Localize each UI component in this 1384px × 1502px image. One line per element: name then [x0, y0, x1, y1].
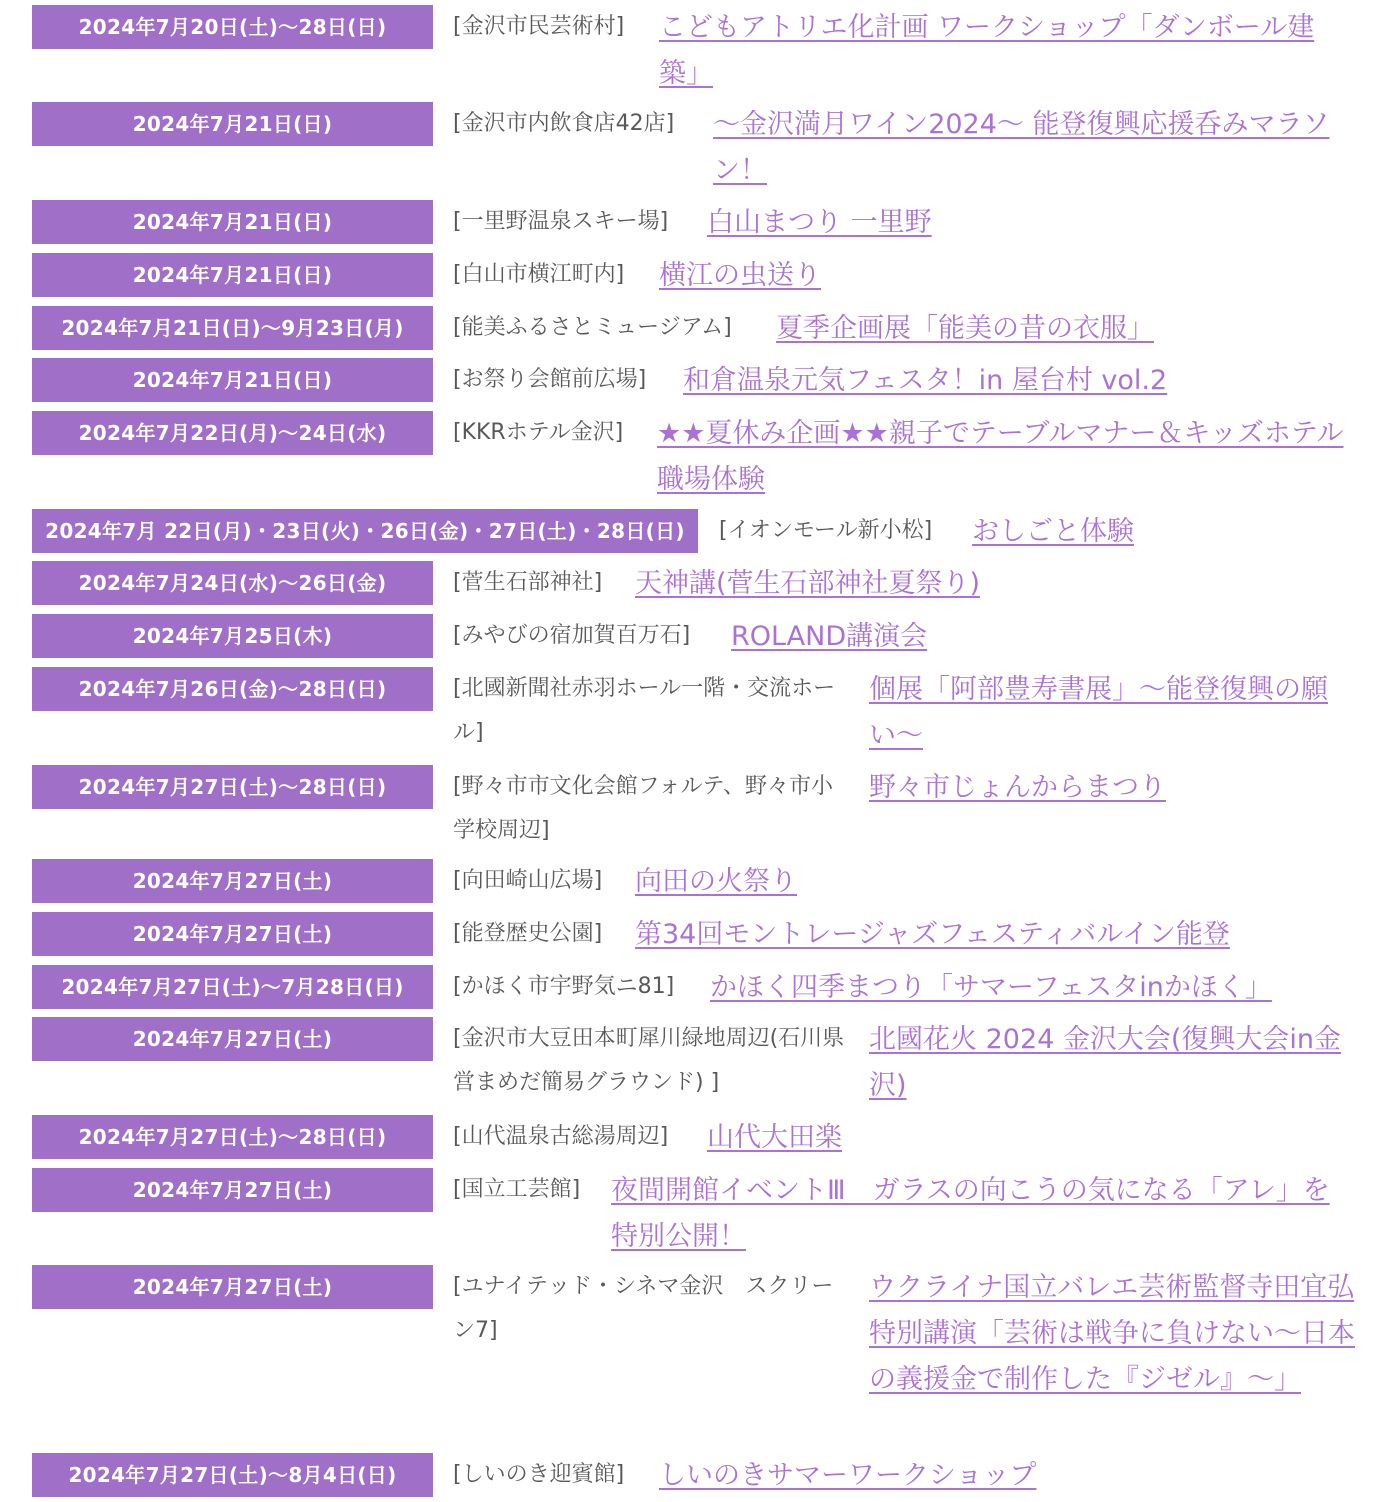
- date-badge: 2024年7月21日(日): [32, 102, 433, 146]
- date-badge: 2024年7月26日(金)〜28日(日): [32, 667, 433, 711]
- event-title-link[interactable]: 山代大田楽: [707, 1122, 842, 1153]
- event-title-link[interactable]: 野々市じょんからまつり: [869, 772, 1166, 803]
- event-title-link[interactable]: 北國花火 2024 金沢大会(復興大会in金沢): [869, 1024, 1342, 1101]
- venue-label: [金沢市内飲食店42店]: [453, 111, 675, 136]
- event-title-link[interactable]: 和倉温泉元気フェスタ！in 屋台村 vol.2: [683, 365, 1168, 396]
- date-badge: 2024年7月21日(日)〜9月23日(月): [32, 306, 433, 350]
- venue-label: [みやびの宿加賀百万石]: [453, 623, 691, 648]
- event-title-link[interactable]: 第34回モントレージャズフェスティバルイン能登: [635, 919, 1230, 950]
- date-badge: 2024年7月24日(水)〜26日(金): [32, 561, 433, 605]
- event-title-link[interactable]: 個展「阿部豊寿書展」〜能登復興の願い〜: [869, 674, 1328, 751]
- event-title-link[interactable]: おしごと体験: [972, 516, 1134, 547]
- date-badge: 2024年7月22日(月)〜24日(水): [32, 411, 433, 455]
- date-badge: 2024年7月27日(土): [32, 859, 433, 903]
- venue-label: [国立工芸館]: [453, 1177, 581, 1202]
- event-title-link[interactable]: 〜金沢満月ワイン2024〜 能登復興応援呑みマラソン！: [713, 109, 1330, 186]
- venue-label: [かほく市宇野気ニ81]: [453, 974, 675, 999]
- event-title-link[interactable]: 白山まつり 一里野: [707, 207, 932, 238]
- date-badge: 2024年7月27日(土): [32, 912, 433, 956]
- event-title-link[interactable]: ROLAND講演会: [731, 621, 928, 652]
- venue-label: [野々市市文化会館フォルテ、野々市小学校周辺]: [453, 774, 833, 843]
- venue-label: [一里野温泉スキー場]: [453, 209, 669, 234]
- event-title-link[interactable]: かほく四季まつり「サマーフェスタinかほく」: [710, 972, 1272, 1003]
- date-badge: 2024年7月27日(土): [32, 1265, 433, 1309]
- venue-label: [能登歴史公園]: [453, 921, 603, 946]
- date-badge: 2024年7月27日(土)〜28日(日): [32, 765, 433, 809]
- date-badge: 2024年7月27日(土): [32, 1017, 433, 1061]
- venue-label: [ユナイテッド・シネマ金沢 スクリーン7]: [453, 1274, 834, 1343]
- date-badge: 2024年7月21日(日): [32, 358, 433, 402]
- event-title-link[interactable]: 向田の火祭り: [635, 866, 797, 897]
- venue-label: [向田崎山広場]: [453, 868, 603, 893]
- venue-label: [金沢市大豆田本町犀川緑地周辺(石川県営まめだ簡易グラウンド) ]: [453, 1026, 845, 1095]
- event-title-link[interactable]: 横江の虫送り: [659, 260, 821, 291]
- venue-label: [白山市横江町内]: [453, 262, 625, 287]
- venue-label: [山代温泉古総湯周辺]: [453, 1124, 669, 1149]
- date-badge: 2024年7月21日(日): [32, 253, 433, 297]
- venue-label: [能美ふるさとミュージアム]: [453, 315, 732, 340]
- date-badge: 2024年7月21日(日): [32, 200, 433, 244]
- date-badge: 2024年7月27日(土)〜7月28日(日): [32, 965, 433, 1009]
- date-badge: 2024年7月25日(木): [32, 614, 433, 658]
- event-title-link[interactable]: 夏季企画展「能美の昔の衣服」: [776, 313, 1154, 344]
- date-badge: 2024年7月 22日(月)・23日(火)・26日(金)・27日(土)・28日(日): [32, 509, 698, 553]
- event-title-link[interactable]: ★★夏休み企画★★親子でテーブルマナー＆キッズホテル職場体験: [657, 418, 1344, 495]
- venue-label: [しいのき迎賓館]: [453, 1462, 625, 1487]
- venue-label: [金沢市民芸術村]: [453, 14, 625, 39]
- date-badge: 2024年7月27日(土): [32, 1168, 433, 1212]
- event-title-link[interactable]: 夜間開館イベントⅢ ガラスの向こうの気になる「アレ」を特別公開！: [611, 1175, 1330, 1252]
- venue-label: [お祭り会館前広場]: [453, 367, 647, 392]
- venue-label: [北國新聞社赤羽ホール一階・交流ホール]: [453, 676, 836, 745]
- date-badge: 2024年7月20日(土)〜28日(日): [32, 5, 433, 49]
- date-badge: 2024年7月27日(土)〜28日(日): [32, 1115, 433, 1159]
- date-badge: 2024年7月27日(土)〜8月4日(日): [32, 1453, 433, 1497]
- venue-label: [イオンモール新小松]: [719, 518, 933, 543]
- event-title-link[interactable]: しいのきサマーワークショップ: [659, 1460, 1037, 1491]
- event-title-link[interactable]: ウクライナ国立バレエ芸術監督寺田宜弘 特別講演「芸術は戦争に負けない〜日本の義援金で制作した『ジゼル』〜」: [869, 1272, 1355, 1395]
- venue-label: [菅生石部神社]: [453, 570, 603, 595]
- event-title-link[interactable]: こどもアトリエ化計画 ワークショップ「ダンボール建築」: [659, 12, 1315, 89]
- venue-label: [KKRホテル金沢]: [453, 420, 624, 445]
- event-title-link[interactable]: 天神講(菅生石部神社夏祭り): [635, 568, 981, 599]
